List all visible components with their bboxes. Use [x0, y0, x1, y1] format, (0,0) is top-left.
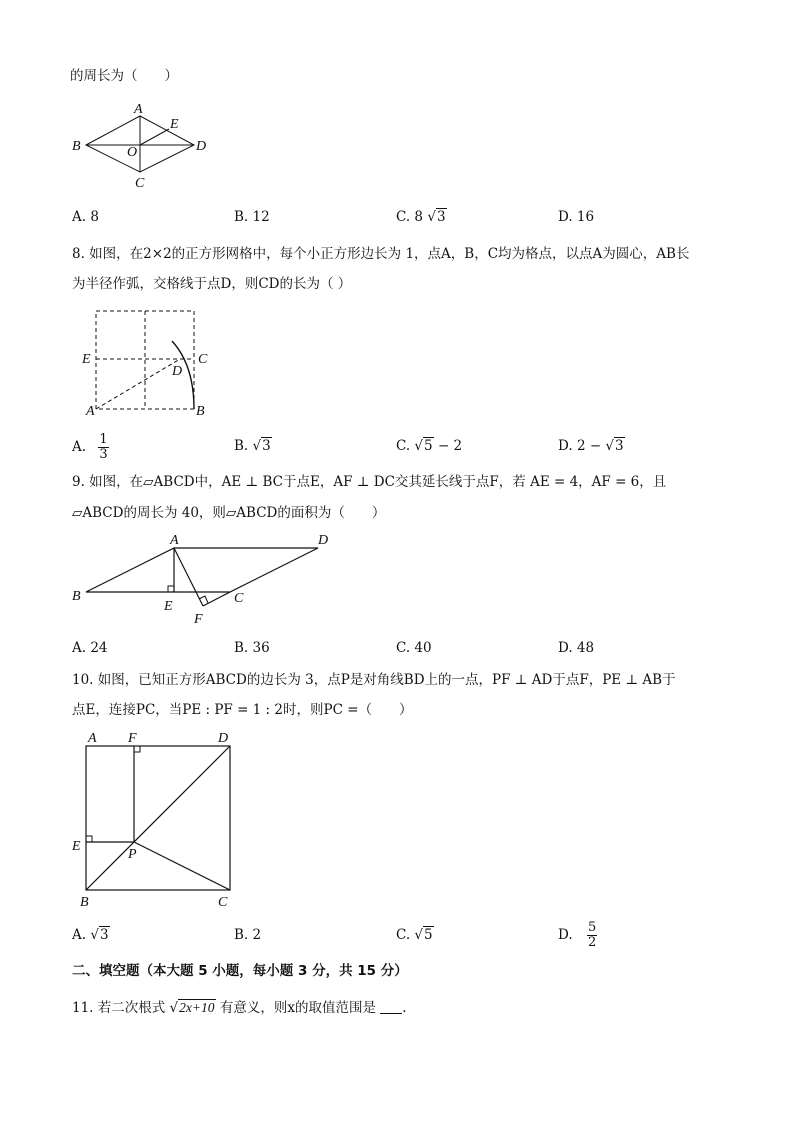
q7-question-tail: 的周长为（ ）	[70, 68, 178, 84]
q7-label-d: D	[196, 139, 207, 154]
q8-label-c: C	[198, 352, 208, 367]
q9-option-c[interactable]: C. 40	[396, 640, 432, 656]
q7-option-b[interactable]: B. 12	[234, 209, 270, 225]
q7-label-o: O	[127, 145, 138, 160]
q11-question: 11. 若二次根式 √2x+10 有意义，则x的取值范围是 .	[72, 1000, 407, 1016]
q10-square-figure	[66, 726, 246, 912]
q10-question-line2: 点E，连接PC，当PE : PF = 1 : 2时，则PC =（ ）	[72, 702, 413, 718]
q7-label-c: C	[135, 176, 145, 191]
q8-label-d: D	[172, 364, 183, 379]
q9-question-line1: 9. 如图，在▱ABCD中，AE ⊥ BC于点E，AF ⊥ DC交其延长线于点F，若 AE = 4，AF = 6，且	[72, 474, 667, 490]
q8-option-d[interactable]: D. 2 − √3	[558, 438, 624, 454]
q10-label-a: A	[88, 731, 97, 746]
q11-radicand: 2x+10	[179, 1000, 215, 1015]
q7-label-e: E	[170, 117, 179, 132]
q8-question-line2: 为半径作弧，交格线于点D，则CD的长为（ ）	[72, 276, 352, 292]
q7-option-a[interactable]: A. 8	[72, 209, 99, 225]
q8-question-line1: 8. 如图，在2×2的正方形网格中，每个小正方形边长为 1，点A，B，C均为格点，以点A为圆心，AB长	[72, 246, 690, 262]
q10-label-d: D	[218, 731, 229, 746]
q8-option-c[interactable]: C. √5 − 2	[396, 438, 463, 454]
q9-label-b: B	[72, 589, 81, 604]
q10-label-c: C	[218, 895, 228, 910]
q8-label-a: A	[86, 404, 95, 419]
q9-option-b[interactable]: B. 36	[234, 640, 270, 656]
q8-grid-figure	[76, 305, 226, 420]
q9-label-c: C	[234, 591, 244, 606]
q8-option-b[interactable]: B. √3	[234, 438, 271, 454]
q10-label-f: F	[128, 731, 137, 746]
q7-label-b: B	[72, 139, 81, 154]
q10-label-e: E	[72, 839, 81, 854]
q10-option-c[interactable]: C. √5	[396, 927, 433, 943]
q10-label-b: B	[80, 895, 89, 910]
q10-label-p: P	[128, 847, 137, 862]
q11-answer-blank[interactable]	[380, 999, 402, 1014]
q9-parallelogram-figure	[66, 530, 346, 630]
q8-option-a[interactable]: A. $\frac{1}{3}$	[72, 432, 108, 462]
q10-option-b[interactable]: B. 2	[234, 927, 262, 943]
q7-option-c[interactable]: C. 8 √3	[396, 209, 446, 225]
q9-label-f: F	[194, 612, 203, 627]
q8-label-b: B	[196, 404, 205, 419]
q8-label-e: E	[82, 352, 91, 367]
q7-option-d[interactable]: D. 16	[558, 209, 595, 225]
q10-option-d[interactable]: D. $\frac{5}{2}$	[558, 920, 597, 950]
section-title-fill-in: 二、填空题（本大题 5 小题，每小题 3 分，共 15 分）	[72, 963, 408, 979]
q9-label-d: D	[318, 533, 329, 548]
q9-label-a: A	[170, 533, 179, 548]
q7-rhombus-figure	[66, 100, 216, 192]
q9-option-d[interactable]: D. 48	[558, 640, 595, 656]
q9-option-a[interactable]: A. 24	[72, 640, 108, 656]
q7-label-a: A	[134, 102, 143, 117]
q9-label-e: E	[164, 599, 173, 614]
q10-question-line1: 10. 如图，已知正方形ABCD的边长为 3，点P是对角线BD上的一点，PF ⊥ AD于点F，PE ⊥ AB于	[72, 672, 676, 688]
q10-option-a[interactable]: A. √3	[72, 927, 109, 943]
q9-question-line2: ▱ABCD的周长为 40，则▱ABCD的面积为（ ）	[72, 505, 386, 521]
